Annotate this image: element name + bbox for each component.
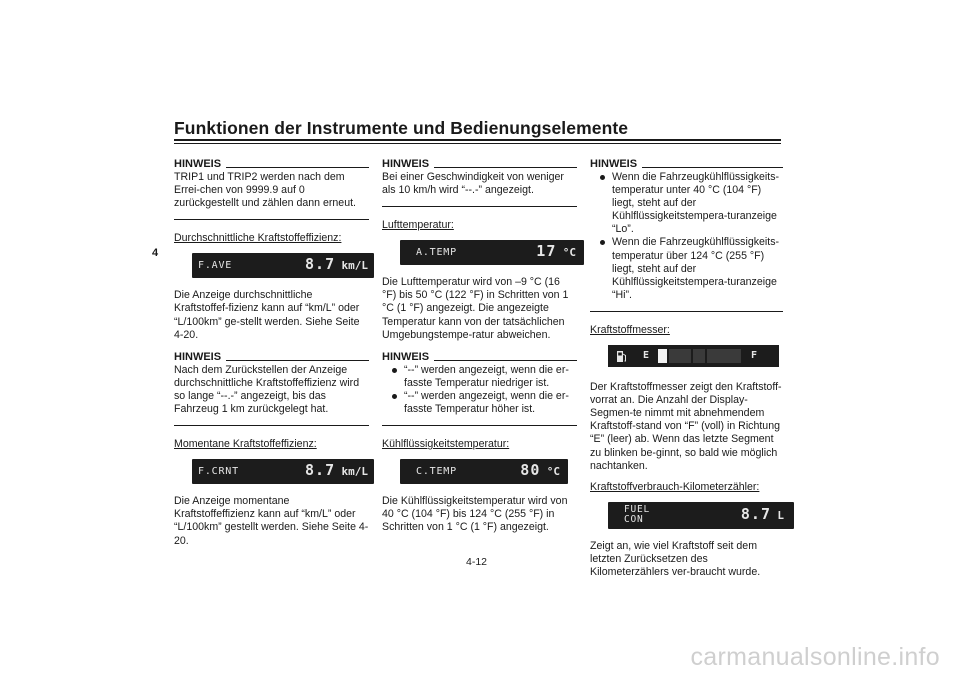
fuel-consumption-display bbox=[608, 502, 794, 529]
chapter-number: 4 bbox=[152, 247, 159, 259]
list-item: Wenn die Fahrzeugkühlflüssigkeits-temperatur über 124 °C (255 °F) liegt, steht auf der Kühlflüssigkeitstempera-turanzeige “Hi”. bbox=[590, 236, 783, 301]
body-text: Die Kühlflüssigkeitstemperatur wird von 40 °C (104 °F) bis 124 °C (255 °F) in Schritten von 1 °C (1 °F) angezeigt. bbox=[382, 495, 568, 534]
display-value: 17 bbox=[536, 242, 557, 261]
display-unit: km/L bbox=[341, 465, 368, 479]
fuel-segment bbox=[693, 349, 705, 363]
body-text: Die Anzeige momentane Kraftstoffeffizienz kann auf “km/L” oder “L/100km” gestellt werden. Siehe Seite 4-20. bbox=[174, 495, 369, 547]
display-unit: °C bbox=[562, 246, 576, 260]
note-list bbox=[590, 171, 783, 302]
display-label: A.TEMP bbox=[416, 247, 457, 259]
display-label: FUEL CON bbox=[624, 504, 651, 526]
note-heading: HINWEIS bbox=[174, 157, 369, 171]
fuel-segment bbox=[707, 349, 741, 363]
note-heading: HINWEIS bbox=[590, 157, 783, 171]
fuel-pump-icon bbox=[616, 350, 627, 363]
note-text: Bei einer Geschwindigkeit von weniger als 10 km/h wird “--.-” angezeigt. bbox=[382, 171, 564, 197]
display-unit: km/L bbox=[341, 259, 368, 273]
display-value: 80 bbox=[520, 461, 541, 480]
avg-efficiency-display bbox=[192, 253, 374, 278]
display-value: 8.7 bbox=[305, 255, 336, 274]
fuel-segment-lit bbox=[658, 349, 667, 363]
section-heading-fuel-gauge: Kraftstoffmesser: bbox=[590, 323, 670, 336]
page-title: Funktionen der Instrumente und Bedienungselemente bbox=[174, 118, 629, 138]
display-value: 8.7 bbox=[740, 504, 771, 523]
list-item: “--” werden angezeigt, wenn die er-fasste Temperatur niedriger ist. bbox=[382, 364, 577, 390]
section-heading-current-efficiency: Momentane Kraftstoffeffizienz: bbox=[174, 438, 317, 451]
note-heading: HINWEIS bbox=[174, 350, 369, 364]
air-temp-display bbox=[400, 240, 584, 265]
display-label: F.CRNT bbox=[198, 466, 239, 478]
note-text: TRIP1 und TRIP2 werden nach dem Errei-chen von 9999.9 auf 0 zurückgestellt und zählen dann erneut. bbox=[174, 171, 356, 210]
section-heading-fuel-consumption: Kraftstoffverbrauch-Kilometerzähler: bbox=[590, 480, 760, 493]
column-2 bbox=[382, 157, 577, 535]
watermark: carmanualsonline.info bbox=[690, 643, 940, 671]
title-rule-thin bbox=[174, 143, 781, 144]
note-end-rule bbox=[174, 425, 369, 426]
body-text: Die Anzeige durchschnittliche Kraftstoffef-fizienz kann auf “km/L” oder “L/100km” ge-stellt werden. Siehe Seite 4-20. bbox=[174, 289, 360, 341]
coolant-temp-display bbox=[400, 459, 568, 484]
section-heading-avg-efficiency: Durchschnittliche Kraftstoffeffizienz: bbox=[174, 232, 342, 245]
column-1 bbox=[174, 157, 369, 548]
display-value: 8.7 bbox=[305, 461, 336, 480]
display-label: F.AVE bbox=[198, 260, 233, 272]
fuel-empty-label: E bbox=[643, 350, 650, 362]
note-heading: HINWEIS bbox=[382, 157, 577, 171]
list-item: “--” werden angezeigt, wenn die er-fasste Temperatur höher ist. bbox=[382, 390, 577, 416]
title-rule bbox=[174, 139, 781, 141]
note-list bbox=[382, 364, 577, 416]
fuel-gauge-display bbox=[608, 345, 779, 367]
note-end-rule bbox=[590, 311, 783, 312]
section-heading-coolant-temp: Kühlflüssigkeitstemperatur: bbox=[382, 438, 510, 451]
page-number: 4-12 bbox=[466, 556, 488, 568]
note-heading: HINWEIS bbox=[382, 350, 577, 364]
list-item: Wenn die Fahrzeugkühlflüssigkeits-temperatur unter 40 °C (104 °F) liegt, steht auf der Kühlflüssigkeitstempera-turanzeige “Lo”. bbox=[590, 171, 783, 236]
current-efficiency-display bbox=[192, 459, 374, 484]
note-end-rule bbox=[382, 206, 577, 207]
note-text: Nach dem Zurückstellen der Anzeige durchschnittliche Kraftstoffeffizienz wird so lange “--.-” angezeigt, bis das Fahrzeug 1 km zurückgelegt hat. bbox=[174, 363, 360, 416]
body-text: Die Lufttemperatur wird von –9 °C (16 °F) bis 50 °C (122 °F) in Schritten von 1 °C (1 °F) angezeigt. Die angezeigte Temperatur kann von der tatsächlichen Umgebungstempe-ratur abweichen. bbox=[382, 276, 569, 341]
display-unit: L bbox=[777, 508, 784, 522]
column-3 bbox=[590, 157, 783, 579]
section-heading-air-temp: Lufttemperatur: bbox=[382, 219, 454, 232]
body-text: Zeigt an, wie viel Kraftstoff seit dem letzten Zurücksetzen des Kilometerzählers ver-braucht wurde. bbox=[590, 539, 761, 578]
note-end-rule bbox=[382, 425, 577, 426]
note-end-rule bbox=[174, 219, 369, 220]
display-label: C.TEMP bbox=[416, 466, 457, 478]
display-unit: °C bbox=[546, 465, 560, 479]
fuel-segment bbox=[669, 349, 691, 363]
body-text: Der Kraftstoffmesser zeigt den Kraftstoff-vorrat an. Die Anzahl der Display-Segmen-te nimmt mit abnehmendem Kraftstoff-stand von “F” (voll) in Richtung “E” (leer) ab. Wenn das letzte Segment zu blinken be-ginnt, so bald wie möglich nachtanken. bbox=[590, 381, 782, 472]
fuel-full-label: F bbox=[751, 350, 758, 362]
